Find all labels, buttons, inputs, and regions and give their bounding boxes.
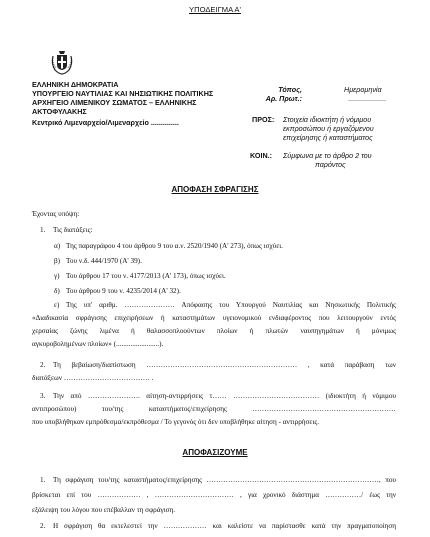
decision1-line: βρίσκεται επί του ……………… , …………………………… , για χρονικό διάστημα ……………/ έως την <box>32 491 396 499</box>
to-label: ΠΡΟΣ: <box>252 115 275 124</box>
item3-line: Την από …………………. αίτηση-αντιρρήσεις τ…… ……………………………… (ιδιοκτήτη ή νόμιμου <box>53 392 396 400</box>
sub-b-label: β) <box>54 257 61 265</box>
decision1-line: εξάλειψη του λόγου που επέβαλλαν τη σφράγιση. <box>32 506 176 514</box>
decision2-number: 2. <box>40 522 46 530</box>
considering-heading: Έχοντας υπόψη: <box>32 210 80 218</box>
item1-number: 1. <box>40 226 46 234</box>
item3-line: αντιπροσώπου) του/της καταστήματος/επιχείρησης …………………………………………………… <box>32 405 396 413</box>
sub-e-label: ε) <box>54 301 60 309</box>
org-name-coastguard: ΑΚΤΟΦΥΛΑΚΗΣ <box>32 107 87 116</box>
sub-c-label: γ) <box>54 272 60 280</box>
sub-d-text: Του άρθρου 9 του ν. 4235/2014 (Α' 32). <box>66 287 181 295</box>
to-value-line: Στοιχεία ιδιοκτήτη ή νόμιμου <box>283 115 372 124</box>
decide-title: ΑΠΟΦΑΣΙΖΟΥΜΕ <box>182 448 248 457</box>
decision1-line: Τη σφράγιση του/της καταστήματος/επιχείρησης ………………………………………………………………, που <box>53 476 396 484</box>
item2-number: 2. <box>40 361 46 369</box>
protocol-label: Αρ. Πρωτ.: <box>265 94 302 103</box>
org-name-ministry: ΥΠΟΥΡΓΕΙΟ ΝΑΥΤΙΛΙΑΣ ΚΑΙ ΝΗΣΙΩΤΙΚΗΣ ΠΟΛΙΤΙΚΗΣ <box>32 89 214 98</box>
sub-e-line: αγκυροβολημένων πλοίων» (........................). <box>32 340 164 348</box>
org-name-hq: ΑΡΧΗΓΕΙΟ ΛΙΜΕΝΙΚΟΥ ΣΩΜΑΤΟΣ – ΕΛΛΗΝΙΚΗΣ <box>32 98 197 107</box>
to-value-line: επιχείρησης ή καταστήματος <box>283 133 373 142</box>
decision-title: ΑΠΟΦΑΣΗ ΣΦΡΑΓΙΣΗΣ <box>171 185 259 194</box>
place-label: Τόπος, <box>278 85 302 94</box>
decision1-number: 1. <box>40 476 46 484</box>
item2-line: διατάξεων ……………………………… . <box>32 374 154 382</box>
to-value-line: εκπροσώπου ή εργαζόμενου <box>283 124 374 133</box>
sub-e-line: χερσαίας ζώνης λιμένα ή θαλασσοπλοούντων πλοίων ή πλωτών ναυπηγημάτων ή μόνιμως <box>32 327 396 335</box>
cc-value-line: Σύμφωνα με το άρθρο 2 του <box>283 151 372 160</box>
sub-e-line: Της υπ' αριθμ. ………………… Απόφασης του Υπουργού Ναυτιλίας και Νησιωτικής Πολιτικής <box>66 301 396 309</box>
sub-b-text: Του ν.δ. 444/1970 (Α' 39). <box>66 257 142 265</box>
cc-value-line: παρόντος <box>315 160 346 169</box>
specimen-label: ΥΠΟΔΕΙΓΜΑ Α' <box>189 5 241 14</box>
item2-line: Τη βεβαίωση/διαπίστωση ……………………………………………………… , κατά παράβαση των <box>53 361 396 369</box>
sub-e-line: «Διαδικασία σφράγισης επιχειρήσεων ή καταστημάτων υγειονομικού ενδιαφέροντος που λειτουργούν εντός <box>32 314 396 322</box>
protocol-value: ................... <box>348 94 386 103</box>
date-value: Ημερομηνία <box>344 85 382 94</box>
item3-number: 3. <box>40 392 46 400</box>
org-name-republic: ΕΛΛΗΝΙΚΗ ΔΗΜΟΚΡΑΤΙΑ <box>32 80 119 89</box>
decision2-line: Η σφράγιση θα εκτελεστεί την ……………… και καλείστε να παρίστασθε κατά την πραγματοποίηση <box>53 522 396 530</box>
sub-a-label: α) <box>54 242 61 250</box>
sub-c-text: Του άρθρου 17 του ν. 4177/2013 (Α' 173), όπως ισχύει. <box>66 272 226 280</box>
sub-d-label: δ) <box>54 287 60 295</box>
item3-line: που υποβλήθηκαν εμπρόθεσμα/εκπρόθεσμα / Το γεγονός ότι δεν υποβλήθηκε αίτηση - αντιρρήσεις. <box>32 418 320 426</box>
sub-a-text: Της παραγράφου 4 του άρθρου 9 του α.ν. 2520/1940 (Α' 273), όπως ισχύει. <box>66 242 283 250</box>
org-name-port-authority: Κεντρικό Λιμεναρχείο/Λιμεναρχείο .............. <box>32 118 179 127</box>
item1-title: Τις διατάξεις: <box>53 226 93 234</box>
cc-label: ΚΟΙΝ.: <box>250 151 273 160</box>
greek-coat-of-arms-icon <box>48 48 76 76</box>
